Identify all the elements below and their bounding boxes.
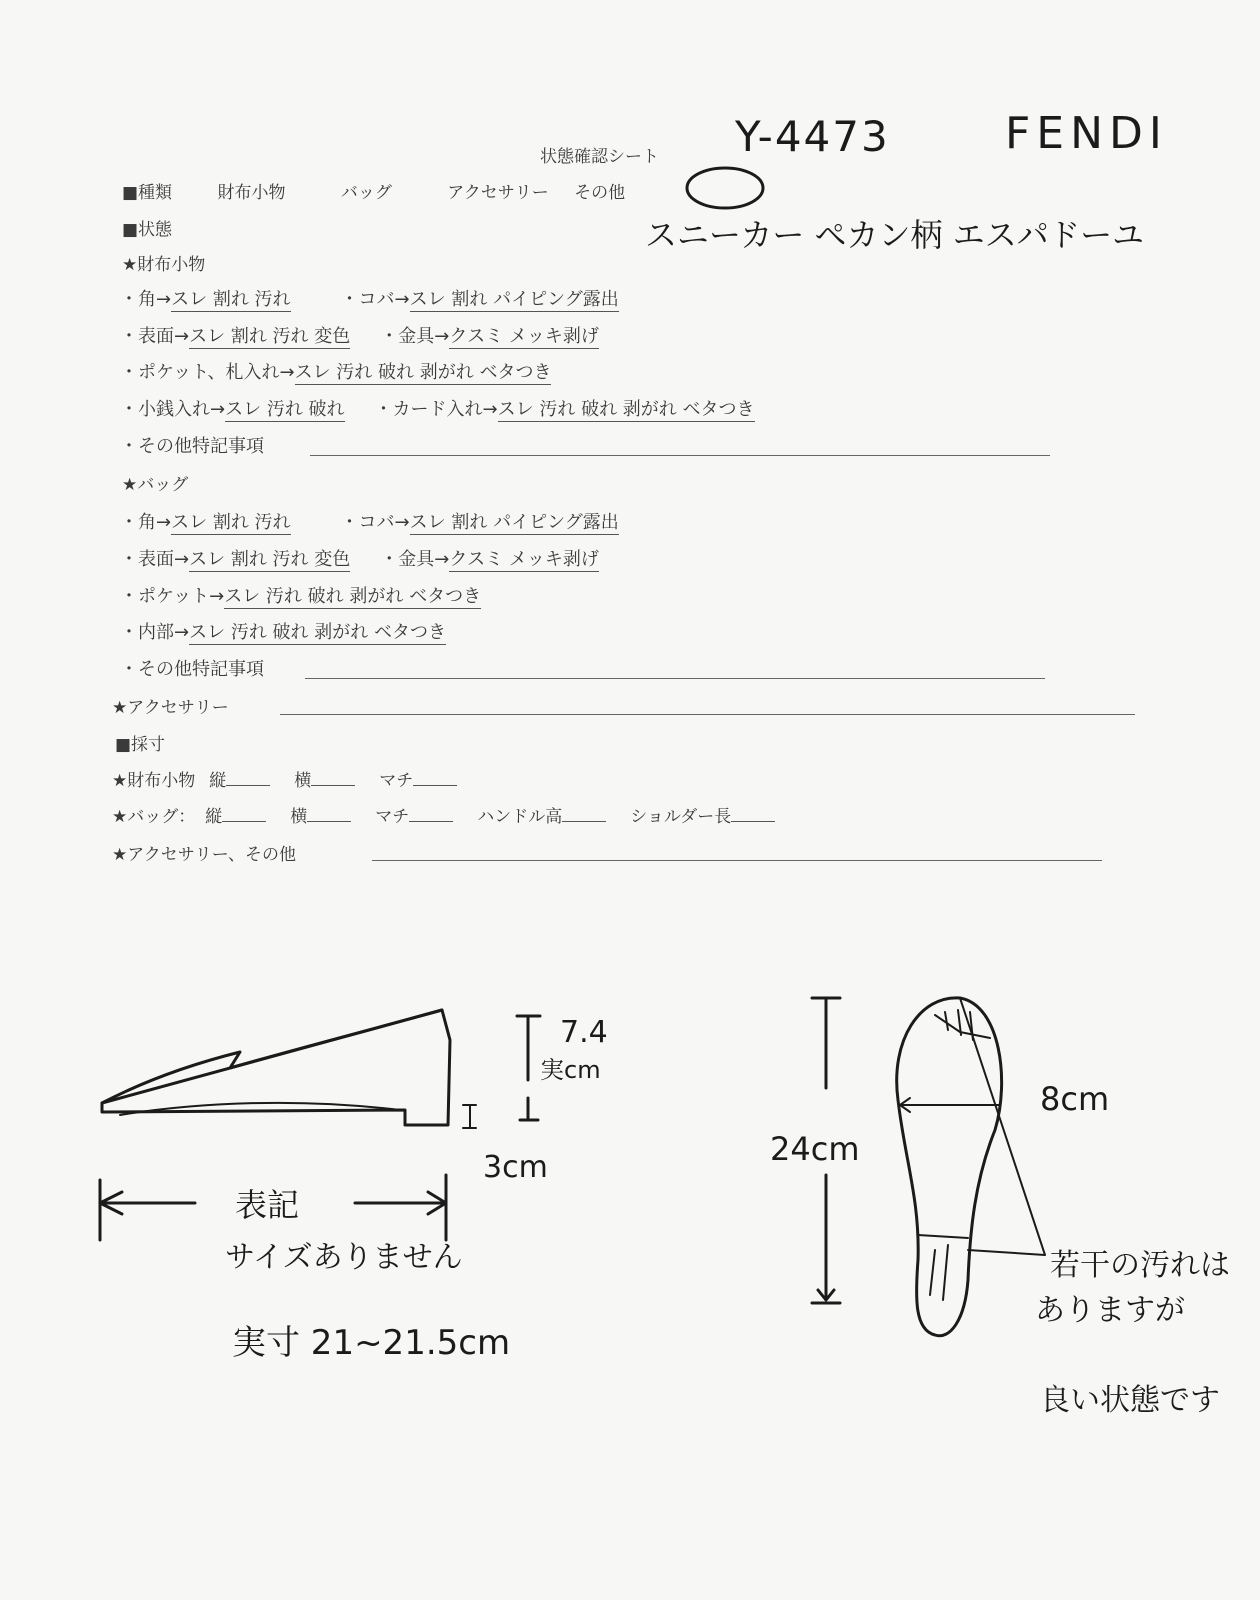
accessory-heading: ★アクセサリー (112, 698, 229, 718)
remark-line1: 若干の汚れは (1050, 1248, 1230, 1283)
row-options: スレ 割れ パイピング露出 (409, 289, 619, 310)
row-options: スレ 割れ 汚れ (171, 289, 291, 310)
row-options: スレ 汚れ 破れ 剥がれ ベタつき (497, 399, 755, 420)
row-label: ・表面→ (120, 326, 190, 347)
size-field-label: 縦 (209, 771, 227, 791)
remark-line3: 良い状態です (1040, 1383, 1220, 1418)
row-label: ・ポケット→ (120, 586, 225, 607)
row-options: クスミ メッキ剥げ (449, 549, 599, 570)
row-label: ・内部→ (120, 622, 190, 643)
row-label: ★財布小物 (112, 771, 196, 791)
row-options: スレ 汚れ 破れ 剥がれ ベタつき (189, 622, 446, 643)
row-options: スレ 汚れ 破れ 剥がれ ベタつき (294, 362, 552, 383)
remark-line2: ありますが (1035, 1293, 1185, 1328)
row-options: スレ 汚れ 破れ 剥がれ ベタつき (224, 586, 482, 607)
category-wallet: 財布小物 (217, 183, 286, 203)
size-other-label: ★アクセサリー、その他 (112, 845, 297, 865)
row-label: ・金具→ (380, 549, 450, 570)
size-field-label: 横 (294, 771, 312, 791)
sole-thickness: 3cm (483, 1150, 548, 1185)
actual-size: 実寸 21~21.5cm (232, 1323, 511, 1363)
item-code: Y-4473 (735, 112, 890, 161)
item-description: スニーカー ペカン柄 エスパドーユ (645, 216, 1145, 254)
size-field-label: マチ (379, 771, 414, 791)
size-note-line2: サイズありません (225, 1240, 463, 1275)
category-other: その他 (574, 183, 626, 203)
bag-heading: ★バッグ (122, 475, 189, 495)
row-options: スレ 割れ 汚れ (171, 512, 291, 533)
brand-name: FENDI (1005, 108, 1168, 159)
row-label: ★バッグ： (112, 807, 196, 827)
size-note-line1: 表記 (235, 1186, 300, 1224)
shoe-top-outline (897, 998, 1002, 1336)
width-arrow (900, 1098, 1000, 1112)
size-field-label: ショルダー長 (630, 807, 732, 827)
size-field-label: マチ (375, 807, 410, 827)
sole-width: 8cm (1040, 1080, 1110, 1118)
row-label: ・角→ (120, 289, 172, 310)
row-options: クスミ メッキ剥げ (449, 326, 599, 347)
heel-height-note: 実cm (540, 1056, 601, 1084)
heel-height: 7.4 (560, 1015, 608, 1050)
category-label: ■種類 (122, 183, 173, 203)
size-label: ■採寸 (115, 735, 166, 755)
row-label: ・コバ→ (340, 289, 410, 310)
sheet-title: 状態確認シート (540, 147, 659, 167)
row-label: ・その他特記事項 (120, 659, 264, 680)
row-label: ・小銭入れ→ (120, 399, 226, 420)
toe-scribble (935, 1010, 990, 1040)
row-options: スレ 割れ 汚れ 変色 (189, 549, 351, 570)
row-options: スレ 割れ 汚れ 変色 (189, 326, 351, 347)
row-options: スレ 汚れ 破れ (225, 399, 345, 420)
wallet-heading: ★財布小物 (122, 255, 206, 275)
heel-scribble (918, 1235, 968, 1300)
row-options: スレ 割れ パイピング露出 (409, 512, 619, 533)
size-field-label: 横 (290, 807, 308, 827)
row-label: ・表面→ (120, 549, 190, 570)
category-accessory: アクセサリー (447, 183, 549, 203)
size-field-label: ハンドル高 (477, 807, 563, 827)
row-label: ・カード入れ→ (374, 399, 498, 420)
category-bag: バッグ (340, 183, 392, 203)
row-label: ・角→ (120, 512, 172, 533)
shoe-side-outline (102, 1010, 450, 1125)
row-label: ・コバ→ (340, 512, 410, 533)
sole-length: 24cm (770, 1130, 860, 1168)
row-label: ・ポケット、札入れ→ (120, 362, 295, 383)
size-field-label: 縦 (205, 807, 223, 827)
heel-dimension (517, 1016, 540, 1120)
sole-dimension (463, 1105, 476, 1128)
row-label: ・金具→ (380, 326, 450, 347)
circle-mark (687, 168, 763, 208)
condition-label: ■状態 (122, 220, 173, 240)
row-label: ・その他特記事項 (120, 436, 264, 457)
